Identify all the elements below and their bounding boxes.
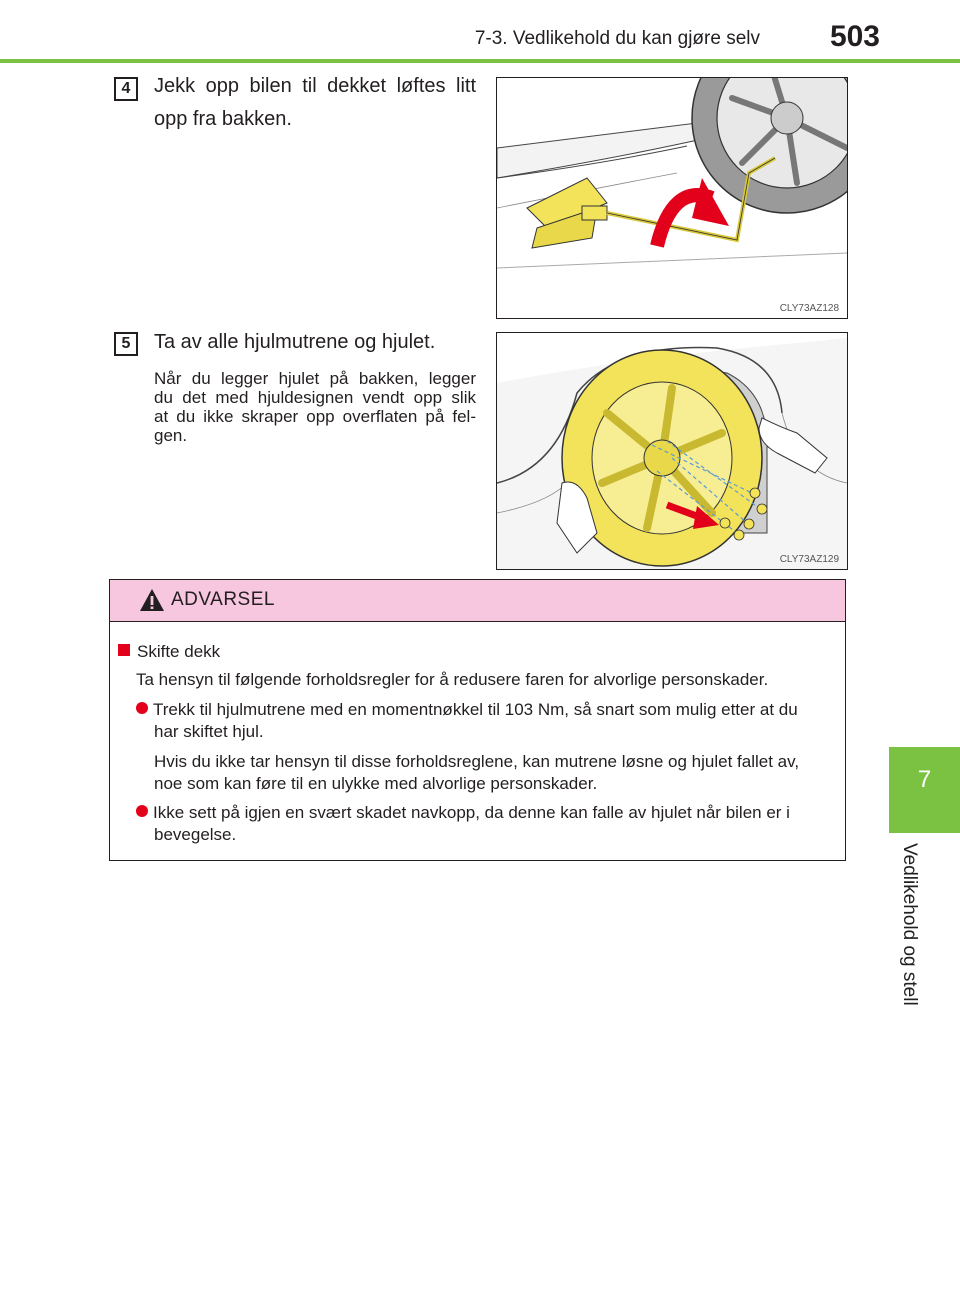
- red-square-bullet-icon: [118, 644, 130, 656]
- warning-label: ADVARSEL: [171, 589, 275, 610]
- step-5-note-line2: du det med hjuldesignen vendt opp slik: [154, 388, 476, 407]
- chapter-title-vertical: [896, 843, 922, 1018]
- warning-triangle-icon: [139, 588, 165, 612]
- warning-bullet-1-follow-line2: noe som kan føre til en ulykke med alvorlige personskader.: [154, 774, 598, 793]
- step-5-note-line4: gen.: [154, 426, 188, 445]
- warning-bullet-1-line2: har skiftet hjul.: [154, 722, 264, 741]
- page-number: 503: [829, 20, 880, 53]
- step-5-text: Ta av alle hjulmutrene og hjulet.: [154, 331, 436, 353]
- wheel-removal-illustration: [496, 332, 848, 570]
- warning-bullet-2-line1: Ikke sett på igjen en svært skadet navkopp, da denne kan falle av hjulet når bilen er i: [153, 803, 790, 822]
- step-5-note-line1: Når du legger hjulet på bakken, legger: [154, 369, 476, 388]
- chapter-title: Vedlikehold og stell: [899, 843, 920, 1006]
- warning-bullet-2-line2: bevegelse.: [154, 825, 237, 844]
- step-5-note-line3: at du ikke skraper opp overflaten på fel-: [154, 407, 476, 426]
- red-dot-bullet-icon: [136, 805, 148, 817]
- warning-heading: [118, 641, 818, 663]
- jack-lifting-car-icon: [497, 78, 847, 318]
- warning-bullet-1: [136, 699, 844, 721]
- warning-intro: Ta hensyn til følgende forholdsregler for å redusere faren for alvorlige personskader.: [136, 670, 769, 689]
- wheel-removal-icon: [497, 333, 847, 569]
- header-rule: [0, 59, 960, 63]
- warning-box: [109, 579, 846, 861]
- chapter-number: 7: [917, 766, 932, 793]
- warning-bullet-2: [136, 802, 844, 824]
- illustration-code: CLY73AZ129: [779, 554, 839, 565]
- warning-heading-text: Skifte dekk: [137, 642, 221, 661]
- section-title: 7-3. Vedlikehold du kan gjøre selv: [474, 28, 760, 49]
- warning-bullet-1-line1: Trekk til hjulmutrene med en momentnøkkel til 103 Nm, så snart som mulig etter at du: [153, 700, 798, 719]
- step-4-text-line2: opp fra bakken.: [154, 108, 292, 130]
- illustration-code: CLY73AZ128: [779, 303, 839, 314]
- jack-illustration: [496, 77, 848, 319]
- step-number-5: 5: [114, 332, 138, 356]
- step-4-text-line1: Jekk opp bilen til dekket løftes litt: [154, 75, 476, 97]
- warning-bullet-1-follow-line1: Hvis du ikke tar hensyn til disse forholdsreglene, kan mutrene løsne og hjulet fallet av,: [154, 752, 800, 771]
- warning-header: [110, 580, 845, 622]
- red-dot-bullet-icon: [136, 702, 148, 714]
- step-number-4: 4: [114, 77, 138, 101]
